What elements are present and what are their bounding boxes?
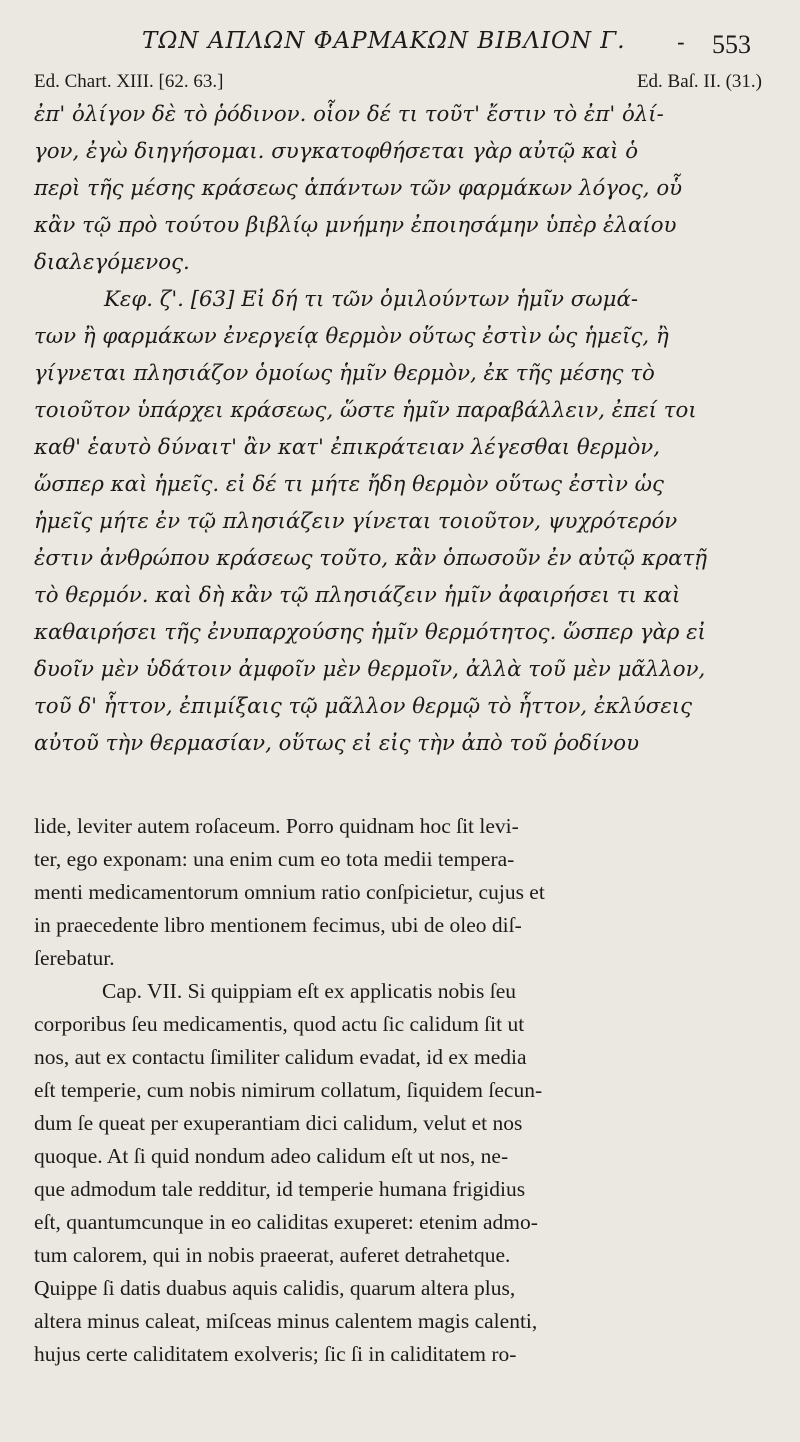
greek-text-block [34,96,764,762]
greek-line: ὥσπερ καὶ ἡμεῖς. εἰ δέ τι μήτε ἤδη θερμὸν οὕτως ἐστὶν ὡς [34,472,664,497]
greek-chapter-start: Κεφ. ζ'. [63] Εἰ δή τι τῶν ὁμιλούντων ἡμῖν σωμά- [104,287,639,312]
greek-line: γον, ἐγὼ διηγήσομαι. συγκατοφθήσεται γὰρ αὐτῷ καὶ ὁ [34,139,639,164]
page-number: 553 [712,30,751,59]
greek-line: κἂν τῷ πρὸ τούτου βιβλίῳ μνήμην ἐποιησάμην ὑπὲρ ἐλαίου [34,213,677,238]
latin-line: eſt, quantumcunque in eo caliditas exuperet: etenim admo- [34,1210,538,1234]
latin-line: Quippe ſi datis duabus aquis calidis, quarum altera plus, [34,1276,516,1300]
greek-line: των ἢ φαρμάκων ἐνεργείᾳ θερμὸν οὕτως ἐστὶν ὡς ἡμεῖς, ἢ [34,324,669,349]
latin-line: ſerebatur. [34,946,115,970]
greek-line: δυοῖν μὲν ὑδάτοιν ἀμφοῖν μὲν θερμοῖν, ἀλλὰ τοῦ μὲν μᾶλλον, [34,657,706,682]
latin-line: hujus certe caliditatem exolveris; ſic ſi in caliditatem ro- [34,1342,517,1366]
edition-reference-chart: Ed. Chart. XIII. [62. 63.] [34,71,224,92]
latin-line: corporibus ſeu medicamentis, quod actu ſic calidum ſit ut [34,1012,525,1036]
latin-line: nos, aut ex contactu ſimiliter calidum evadat, id ex media [34,1045,527,1069]
greek-line: ἐπ' ὀλίγον δὲ τὸ ῥόδινον. οἷον δέ τι τοῦτ' ἔστιν τὸ ἐπ' ὀλί- [34,102,664,127]
running-title: ΤΩΝ ΑΠΛΩΝ ΦΑΡΜΑΚΩΝ ΒΙΒΛΙΟΝ Γ. [142,28,626,54]
greek-line: καθ' ἑαυτὸ δύναιτ' ἂν κατ' ἐπικράτειαν λέγεσθαι θερμὸν, [34,435,661,460]
latin-line: in praecedente libro mentionem fecimus, ubi de oleo diſ- [34,913,522,937]
greek-line: περὶ τῆς μέσης κράσεως ἁπάντων τῶν φαρμάκων λόγος, οὗ [34,176,683,201]
greek-line: αὐτοῦ τὴν θερμασίαν, οὕτως εἰ εἰς τὴν ἀπὸ τοῦ ῥοδίνου [34,731,640,756]
edition-reference-basel: Ed. Baſ. II. (31.) [636,71,762,92]
greek-line: τοιοῦτον ὑπάρχει κράσεως, ὥστε ἡμῖν παραβάλλειν, ἐπεί τοι [34,398,697,423]
latin-line: quoque. At ſi quid nondum adeo calidum eſt ut nos, ne- [34,1144,509,1168]
latin-line: dum ſe queat per exuperantiam dici calidum, velut et nos [34,1111,523,1135]
latin-line: menti medicamentorum omnium ratio conſpicietur, cujus et [34,880,545,904]
greek-line: διαλεγόμενος. [34,250,190,275]
latin-line: tum calorem, qui in nobis praeerat, auferet detrahetque. [34,1243,511,1267]
latin-line: que admodum tale redditur, id temperie humana frigidius [34,1177,526,1201]
header-dash: - [677,30,685,56]
latin-line: altera minus caleat, miſceas minus calentem magis calenti, [34,1309,538,1333]
greek-line: τὸ θερμόν. καὶ δὴ κἂν τῷ πλησιάζειν ἡμῖν ἀφαιρήσει τι καὶ [34,583,681,608]
greek-line: καθαιρήσει τῆς ἐνυπαρχούσης ἡμῖν θερμότητος. ὥσπερ γὰρ εἰ [34,620,706,645]
latin-text-block [34,810,764,1371]
greek-line: τοῦ δ' ἧττον, ἐπιμίξαις τῷ μᾶλλον θερμῷ τὸ ἧττον, ἐκλύσεις [34,694,693,719]
latin-line: lide, leviter autem roſaceum. Porro quidnam hoc ſit levi- [34,814,519,838]
latin-chapter-start: Cap. VII. Si quippiam eſt ex applicatis nobis ſeu [102,979,517,1003]
greek-line: ἐστιν ἀνθρώπου κράσεως τοῦτο, κἂν ὁπωσοῦν ἐν αὐτῷ κρατῇ [34,546,708,571]
latin-line: ter, ego exponam: una enim cum eo tota medii tempera- [34,847,515,871]
greek-line: ἡμεῖς μήτε ἐν τῷ πλησιάζειν γίνεται τοιοῦτον, ψυχρότερόν [34,509,678,534]
greek-line: γίγνεται πλησιάζον ὁμοίως ἡμῖν θερμὸν, ἐκ τῆς μέσης τὸ [34,361,655,386]
latin-line: eſt temperie, cum nobis nimirum collatum, ſiquidem ſecun- [34,1078,543,1102]
